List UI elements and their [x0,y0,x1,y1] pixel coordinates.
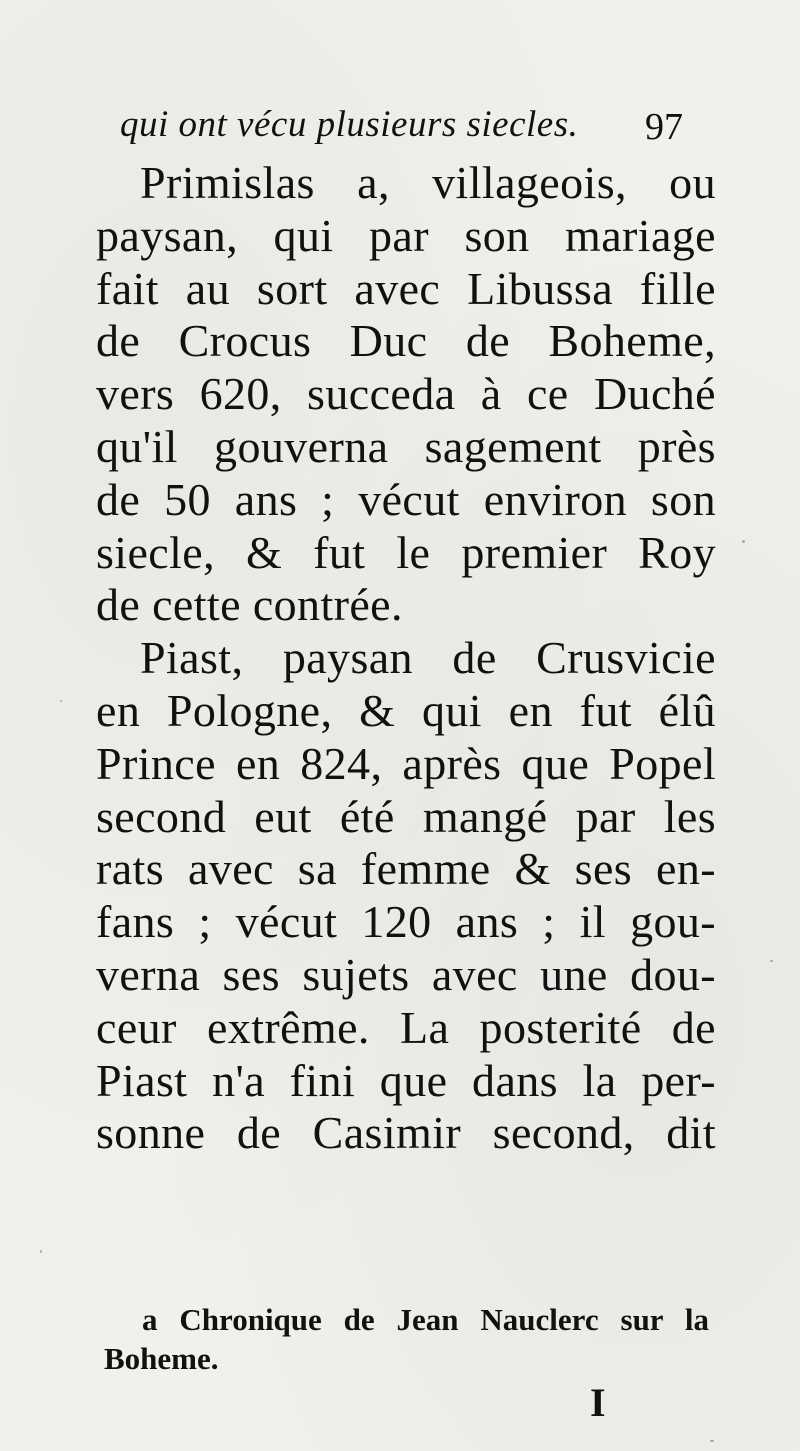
text-line: sonne de Casimir second, dit [96,1107,716,1159]
running-head [120,100,720,150]
text-line: second eut été mangé par les [96,790,716,842]
text-line: vers 620, succeda à ce Duché [96,368,716,420]
text-line: en Pologne, & qui en fut élû [96,684,716,736]
paper-speck [710,1440,714,1442]
paper-speck [40,1250,42,1253]
text-line: fans ; vécut 120 ans ; il gou- [96,896,716,948]
text-line: de Crocus Duc de Boheme, [96,315,716,367]
paper-speck [742,540,745,543]
footnote-line: a Chronique de Jean Nauclerc sur la [142,1302,709,1337]
footnote [104,1300,709,1378]
footnote-line: Boheme. [104,1341,219,1376]
text-line: rats avec sa femme & ses en- [96,843,716,895]
text-line: paysan, qui par son mariage [96,209,716,261]
paper-speck [770,960,773,962]
page-number: 97 [645,106,683,148]
text-line: verna ses sujets avec une dou- [96,948,716,1000]
text-line: de cette contrée. [96,579,403,631]
text-line: de 50 ans ; vécut environ son [96,473,716,525]
running-title: qui ont vécu plusieurs siecles. [120,104,579,145]
text-line: Prince en 824, après que Popel [96,737,716,789]
text-line: Piast n'a fini que dans la per- [96,1054,716,1106]
text-line: Primislas a, villageois, ou [140,157,716,208]
text-line: ceur extrême. La posterité de [96,1001,716,1053]
body-text [96,157,716,1160]
text-line: fait au sort avec Libussa fille [96,262,716,314]
signature-mark: I [590,1380,606,1425]
text-line: Piast, paysan de Crusvicie [140,632,716,684]
paper-speck [60,700,62,702]
text-line: siecle, & fut le premier Roy [96,526,716,578]
text-line: qu'il gouverna sagement près [96,420,716,472]
